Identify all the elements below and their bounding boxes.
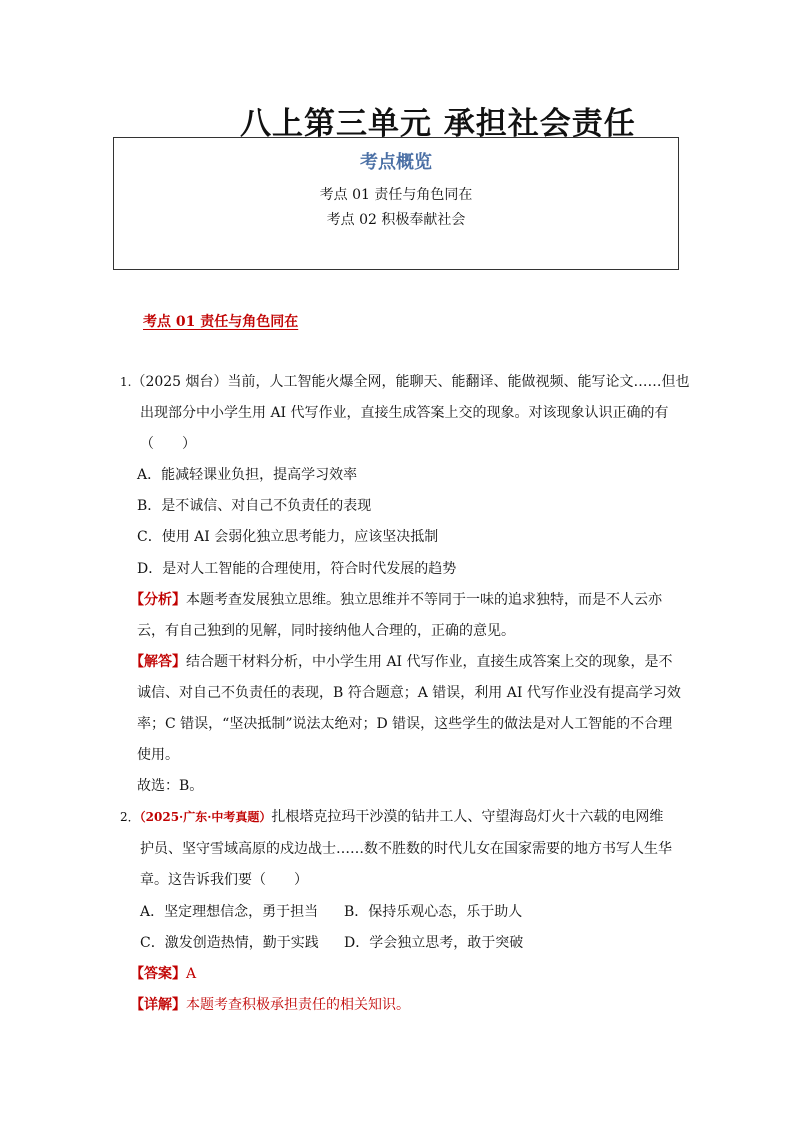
overview-item-1: 考点 01 责任与角色同在 bbox=[319, 187, 473, 203]
paren-close: ） bbox=[182, 436, 196, 452]
question-2-source: （2025·广东·中考真题） bbox=[139, 810, 272, 824]
question-2-detail bbox=[130, 996, 410, 1014]
question-2-option-b: B．保持乐观心态，乐于助人 bbox=[344, 904, 523, 920]
question-2-option-a: A．坚定理想信念，勇于担当 bbox=[140, 904, 319, 920]
question-2-option-c: C．激发创造热情，勤于实践 bbox=[140, 935, 319, 951]
question-2-stem-1: 扎根塔克拉玛干沙漠的钻井工人、守望海岛灯火十六载的电网维 bbox=[271, 809, 664, 825]
detail-text: 本题考查积极承担责任的相关知识。 bbox=[186, 997, 410, 1013]
question-1-number: 1. bbox=[120, 375, 132, 389]
question-1-answer-1 bbox=[130, 653, 673, 671]
question-1-answer-3: 率；C 错误，“坚决抵制”说法太绝对；D 错误，这些学生的做法是对人工智能的不合理 bbox=[137, 716, 673, 732]
answer-text-1: 结合题干材料分析，中小学生用 AI 代写作业，直接生成答案上交的现象，是不 bbox=[186, 654, 673, 670]
answer-tag: 【解答】 bbox=[130, 654, 186, 670]
answer-value-2: A bbox=[186, 966, 197, 982]
question-2-number: 2． bbox=[120, 810, 140, 824]
answer-tag-2: 【答案】 bbox=[130, 966, 186, 982]
question-1-stem-1: （2025 烟台）当前，人工智能火爆全网，能聊天、能翻译、能做视频、能写论文……但也 bbox=[131, 374, 690, 390]
section-heading-01: 考点 01 责任与角色同在 bbox=[143, 314, 299, 330]
question-1-analysis-1 bbox=[130, 591, 662, 609]
question-1-stem-2: 出现部分中小学生用 AI 代写作业，直接生成答案上交的现象。对该现象认识正确的有 bbox=[140, 405, 669, 421]
question-1-line-1 bbox=[120, 373, 690, 391]
page-title: 八上第三单元 承担社会责任 bbox=[240, 106, 636, 142]
question-2-line-1 bbox=[120, 808, 663, 826]
overview-heading: 考点概览 bbox=[360, 152, 432, 173]
question-1-answer-4: 使用。 bbox=[137, 747, 179, 763]
analysis-tag: 【分析】 bbox=[130, 592, 186, 608]
question-2-answer bbox=[130, 965, 196, 983]
question-1-option-c: C．使用 AI 会弱化独立思考能力，应该坚决抵制 bbox=[137, 529, 439, 545]
question-1-answer-2: 诚信、对自己不负责任的表现，B 符合题意；A 错误，利用 AI 代写作业没有提高学习效 bbox=[137, 685, 681, 701]
question-1-choice: 故选：B。 bbox=[137, 778, 204, 794]
question-1-paren bbox=[140, 435, 196, 453]
question-2-stem-3: 章。这告诉我们要（ ） bbox=[140, 872, 308, 888]
question-2-option-d: D．学会独立思考，敢于突破 bbox=[344, 935, 524, 951]
overview-item-2: 考点 02 积极奉献社会 bbox=[326, 212, 466, 228]
question-2-stem-2: 护员、坚守雪域高原的戍边战士……数不胜数的时代儿女在国家需要的地方书写人生华 bbox=[140, 841, 672, 857]
question-1-option-b: B．是不诚信、对自己不负责任的表现 bbox=[137, 498, 372, 514]
question-1-option-a: A．能减轻课业负担，提高学习效率 bbox=[137, 467, 358, 483]
detail-tag: 【详解】 bbox=[130, 997, 186, 1013]
overview-box bbox=[113, 137, 679, 270]
question-1-option-d: D．是对人工智能的合理使用，符合时代发展的趋势 bbox=[137, 561, 457, 577]
question-1-analysis-2: 云，有自己独到的见解，同时接纳他人合理的，正确的意见。 bbox=[137, 623, 515, 639]
analysis-text-1: 本题考查发展独立思维。独立思维并不等同于一味的追求独特，而是不人云亦 bbox=[186, 592, 662, 608]
paren-open: （ bbox=[140, 436, 154, 452]
